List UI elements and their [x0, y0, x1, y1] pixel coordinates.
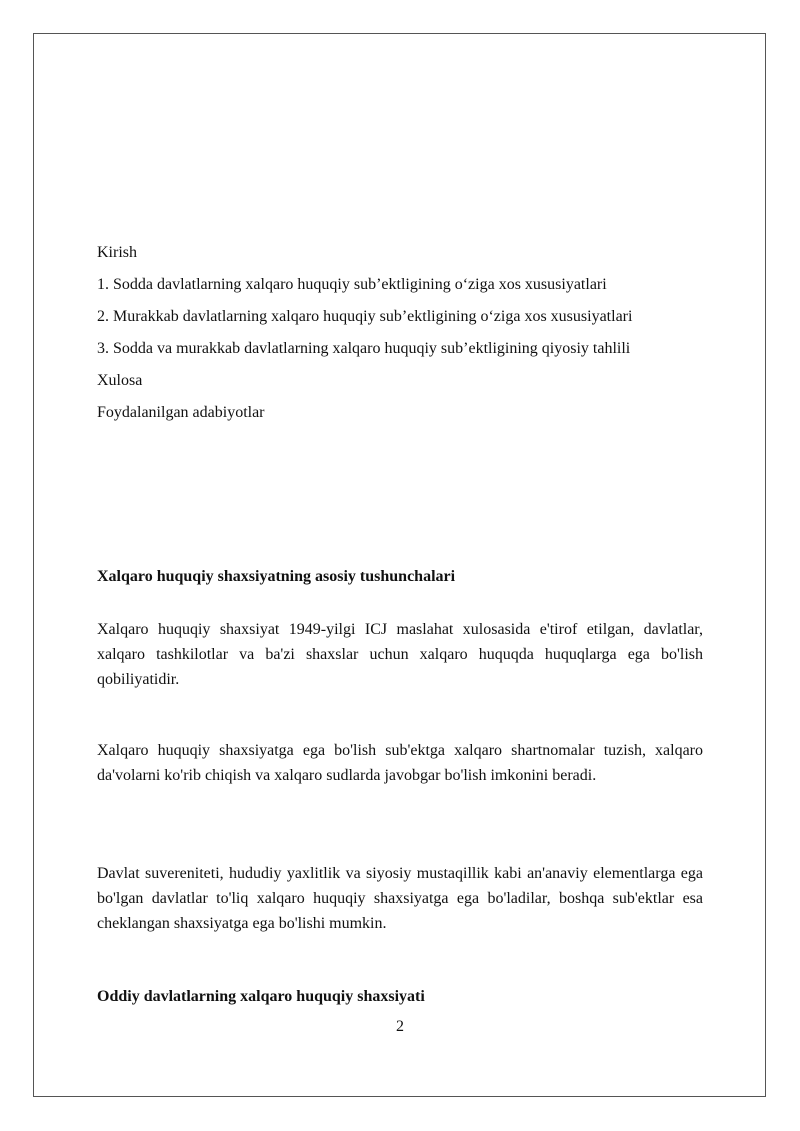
- paragraph-3: Davlat suvereniteti, hududiy yaxlitlik va siyosiy mustaqillik kabi an'anaviy elementlarga ega bo'lgan davlatlar to'liq xalqaro huquqiy shaxsiyatga ega bo'ladilar, boshqa sub'ektlar esa cheklangan shaxsiyatga ega bo'lishi mumkin.: [97, 865, 703, 932]
- section-heading-simple-states: Oddiy davlatlarning xalqaro huquqiy shaxsiyati: [97, 988, 425, 1005]
- toc-item-conclusion: Xulosa: [97, 372, 143, 389]
- toc-item-2: 2. Murakkab davlatlarning xalqaro huquqiy sub’ektligining o‘ziga xos xususiyatlari: [97, 308, 633, 325]
- page-number: 2: [396, 1018, 404, 1035]
- paragraph-1: Xalqaro huquqiy shaxsiyat 1949-yilgi ICJ maslahat xulosasida e'tirof etilgan, davlatlar, xalqaro tashkilotlar va ba'zi shaxslar uchun xalqaro huquqda huquqlarga ega bo'lish qobiliyatidir.: [97, 621, 703, 688]
- toc-item-3: 3. Sodda va murakkab davlatlarning xalqaro huquqiy sub’ektligining qiyosiy tahlili: [97, 340, 631, 357]
- paragraph-2: Xalqaro huquqiy shaxsiyatga ega bo'lish sub'ektga xalqaro shartnomalar tuzish, xalqaro da'volarni ko'rib chiqish va xalqaro sudlarda javobgar bo'lish imkonini beradi.: [97, 742, 703, 784]
- table-of-contents: [97, 237, 703, 429]
- toc-item-references: Foydalanilgan adabiyotlar: [97, 404, 265, 421]
- toc-item-intro: Kirish: [97, 244, 137, 261]
- section-heading-basic-concepts: Xalqaro huquqiy shaxsiyatning asosiy tushunchalari: [97, 568, 456, 585]
- toc-item-1: 1. Sodda davlatlarning xalqaro huquqiy sub’ektligining o‘ziga xos xususiyatlari: [97, 276, 607, 293]
